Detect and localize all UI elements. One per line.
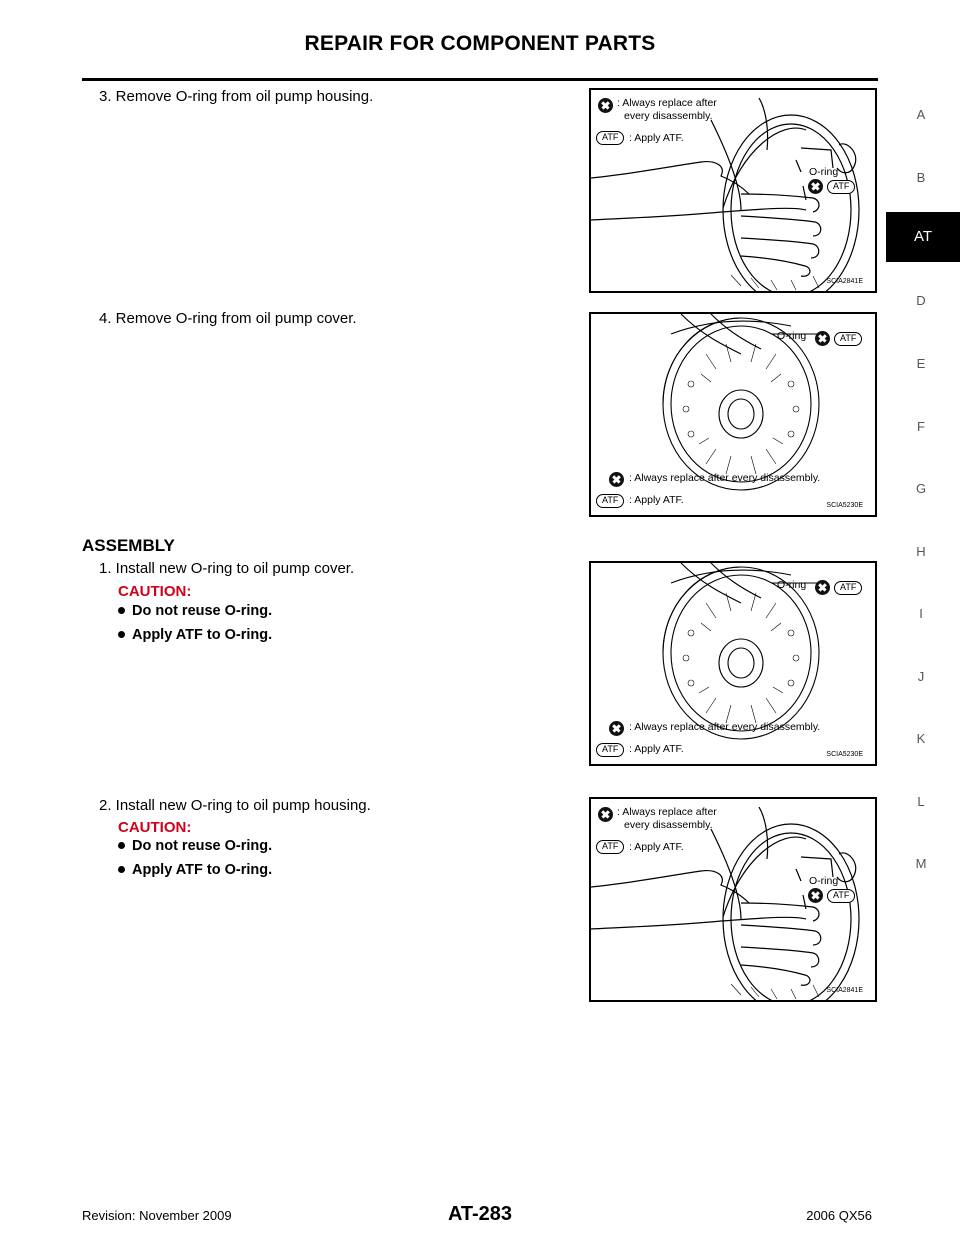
atf-icon: ATF [834, 581, 862, 595]
figure-cover-o-ring-install [589, 561, 877, 766]
side-tab-d[interactable]: D [916, 293, 926, 308]
replace-icon [815, 331, 830, 346]
replace-icon [808, 179, 823, 194]
atf-icon: ATF [596, 494, 624, 508]
bullet-dot [118, 842, 125, 849]
step-remove-cover: 4. Remove O-ring from oil pump cover. [99, 310, 357, 327]
side-tab-h[interactable]: H [916, 544, 926, 559]
figure-code: SCIA2841E [826, 278, 863, 285]
replace-icon [598, 98, 613, 113]
bullet-text: Do not reuse O-ring. [132, 838, 273, 854]
legend-atf-text: : Apply ATF. [629, 743, 684, 755]
legend-replace-text: : Always replace after every disassembly. [629, 721, 821, 733]
legend-replace-text: : Always replace after every disassembly. [629, 472, 821, 484]
bullet-dot [118, 631, 125, 638]
replace-icon [598, 807, 613, 822]
figure-housing-o-ring [589, 88, 877, 293]
figure-code: SCIA2841E [826, 987, 863, 994]
o-ring-label: O-ring [777, 579, 807, 591]
o-ring-label: O-ring [809, 875, 839, 887]
caution-label: CAUTION: [118, 819, 192, 836]
step-install-cover: 1. Install new O-ring to oil pump cover. [99, 560, 355, 577]
side-tab-at-active[interactable]: AT [886, 212, 960, 262]
side-tab-g[interactable]: G [915, 481, 927, 496]
caution-bullet [118, 862, 272, 878]
side-tab-b[interactable]: B [916, 170, 926, 185]
bullet-text: Apply ATF to O-ring. [132, 627, 273, 643]
footer-page-number: AT-283 [447, 1203, 513, 1225]
side-tab-i[interactable]: I [919, 606, 923, 621]
o-ring-label: O-ring [777, 330, 807, 342]
bullet-dot [118, 607, 125, 614]
atf-icon: ATF [827, 889, 855, 903]
footer-model: 2006 QX56 [806, 1208, 872, 1223]
legend-atf-text: : Apply ATF. [629, 494, 684, 506]
figure-code: SCIA5230E [826, 751, 863, 758]
side-tab-j[interactable]: J [917, 669, 925, 684]
replace-icon [815, 580, 830, 595]
legend-replace-text: : Always replace after [617, 97, 717, 109]
figure-cover-o-ring [589, 312, 877, 517]
legend-atf-text: : Apply ATF. [629, 841, 684, 853]
replace-icon [609, 721, 624, 736]
legend-atf-text: : Apply ATF. [629, 132, 684, 144]
footer-revision: Revision: November 2009 [82, 1208, 232, 1223]
caution-bullet [118, 603, 272, 619]
figure-housing-o-ring-install [589, 797, 877, 1002]
o-ring-label: O-ring [809, 166, 839, 178]
replace-icon [808, 888, 823, 903]
figure-code: SCIA5230E [826, 502, 863, 509]
assembly-heading: ASSEMBLY [82, 536, 175, 555]
side-tab-f[interactable]: F [917, 419, 925, 434]
side-tab-a[interactable]: A [916, 107, 926, 122]
side-tab-e[interactable]: E [916, 356, 926, 371]
atf-icon: ATF [596, 840, 624, 854]
caution-bullet [118, 838, 272, 854]
illustration-pump-cover [591, 314, 875, 515]
atf-icon: ATF [596, 131, 624, 145]
bullet-text: Do not reuse O-ring. [132, 603, 273, 619]
page-title: REPAIR FOR COMPONENT PARTS [304, 32, 656, 55]
caution-bullet [118, 627, 272, 643]
caution-label: CAUTION: [118, 583, 192, 600]
step-remove-housing: 3. Remove O-ring from oil pump housing. [99, 88, 374, 105]
legend-replace-text: : Always replace after [617, 806, 717, 818]
atf-icon: ATF [827, 180, 855, 194]
illustration-pump-cover [591, 563, 875, 764]
legend-replace-text-2: every disassembly. [624, 819, 713, 831]
step-install-housing: 2. Install new O-ring to oil pump housing. [99, 797, 371, 814]
bullet-dot [118, 866, 125, 873]
atf-icon: ATF [834, 332, 862, 346]
atf-icon: ATF [596, 743, 624, 757]
replace-icon [609, 472, 624, 487]
side-tab-m[interactable]: M [915, 856, 927, 871]
side-tab-k[interactable]: K [916, 731, 926, 746]
header-rule [82, 78, 878, 81]
legend-replace-text-2: every disassembly. [624, 110, 713, 122]
side-tab-l[interactable]: L [917, 794, 925, 809]
bullet-text: Apply ATF to O-ring. [132, 862, 273, 878]
